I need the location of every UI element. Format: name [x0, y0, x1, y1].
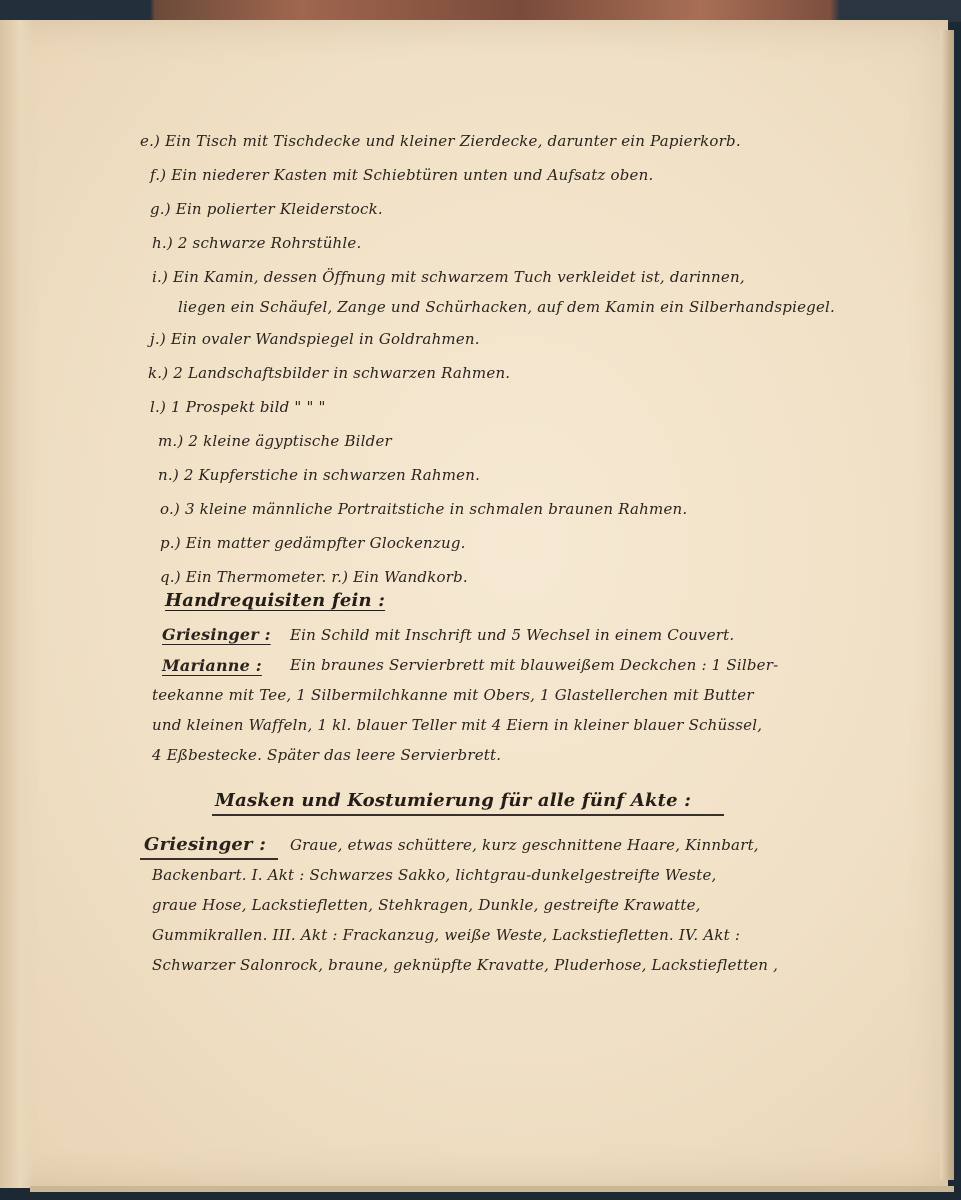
masken-line-2: Backenbart. I. Akt : Schwarzes Sakko, lichtgrau-dunkelgestreifte Weste,: [152, 866, 717, 884]
list-item-h: h.) 2 schwarze Rohrstühle.: [152, 234, 362, 252]
masken-heading: Masken und Kostumierung für alle fünf Akte :: [215, 790, 692, 811]
masken-heading-underline: [212, 814, 724, 816]
marianne-line-1: Ein braunes Servierbrett mit blauweißem Deckchen : 1 Silber-: [290, 656, 779, 674]
marianne-line-4: 4 Eßbestecke. Später das leere Servierbrett.: [152, 746, 502, 764]
masken-griesinger-name: Griesinger :: [144, 834, 267, 855]
marianne-name: Marianne :: [162, 656, 262, 675]
marianne-line-2: teekanne mit Tee, 1 Silbermilchkanne mit Obers, 1 Glastellerchen mit Butter: [152, 686, 754, 704]
list-item-i-continued: liegen ein Schäufel, Zange und Schürhacken, auf dem Kamin ein Silberhandspiegel.: [178, 298, 835, 316]
list-item-i: i.) Ein Kamin, dessen Öffnung mit schwarzem Tuch verkleidet ist, darinnen,: [152, 268, 745, 286]
list-item-f: f.) Ein niederer Kasten mit Schiebtüren unten und Aufsatz oben.: [150, 166, 654, 184]
list-item-p: p.) Ein matter gedämpfter Glockenzug.: [160, 534, 466, 552]
list-item-g: g.) Ein polierter Kleiderstock.: [150, 200, 383, 218]
griesinger-name: Griesinger :: [162, 625, 271, 644]
book-binding: [0, 0, 961, 22]
handwritten-text: [0, 20, 948, 1188]
list-item-k: k.) 2 Landschaftsbilder in schwarzen Rahmen.: [148, 364, 511, 382]
griesinger-requisite: Ein Schild mit Inschrift und 5 Wechsel in einem Couvert.: [290, 626, 735, 644]
manuscript-page: [0, 20, 948, 1188]
marianne-line-3: und kleinen Waffeln, 1 kl. blauer Teller mit 4 Eiern in kleiner blauer Schüssel,: [152, 716, 763, 734]
list-item-q-r: q.) Ein Thermometer. r.) Ein Wandkorb.: [160, 568, 468, 586]
list-item-l: l.) 1 Prospekt bild " " ": [150, 398, 326, 416]
list-item-o: o.) 3 kleine männliche Portraitstiche in schmalen braunen Rahmen.: [160, 500, 688, 518]
list-item-n: n.) 2 Kupferstiche in schwarzen Rahmen.: [158, 466, 481, 484]
list-item-m: m.) 2 kleine ägyptische Bilder: [158, 432, 392, 450]
list-item-e: e.) Ein Tisch mit Tischdecke und kleiner Zierdecke, darunter ein Papierkorb.: [140, 132, 741, 150]
masken-griesinger-underline: [140, 858, 278, 860]
masken-line-5: Schwarzer Salonrock, braune, geknüpfte Kravatte, Pluderhose, Lackstiefletten ,: [152, 956, 779, 974]
list-item-j: j.) Ein ovaler Wandspiegel in Goldrahmen.: [150, 330, 480, 348]
masken-line-3: graue Hose, Lackstiefletten, Stehkragen, Dunkle, gestreifte Krawatte,: [152, 896, 701, 914]
masken-line-1: Graue, etwas schüttere, kurz geschnittene Haare, Kinnbart,: [290, 836, 759, 854]
masken-line-4: Gummikrallen. III. Akt : Frackanzug, weiße Weste, Lackstiefletten. IV. Akt :: [152, 926, 741, 944]
requisiten-heading: Handrequisiten fein :: [165, 590, 386, 611]
